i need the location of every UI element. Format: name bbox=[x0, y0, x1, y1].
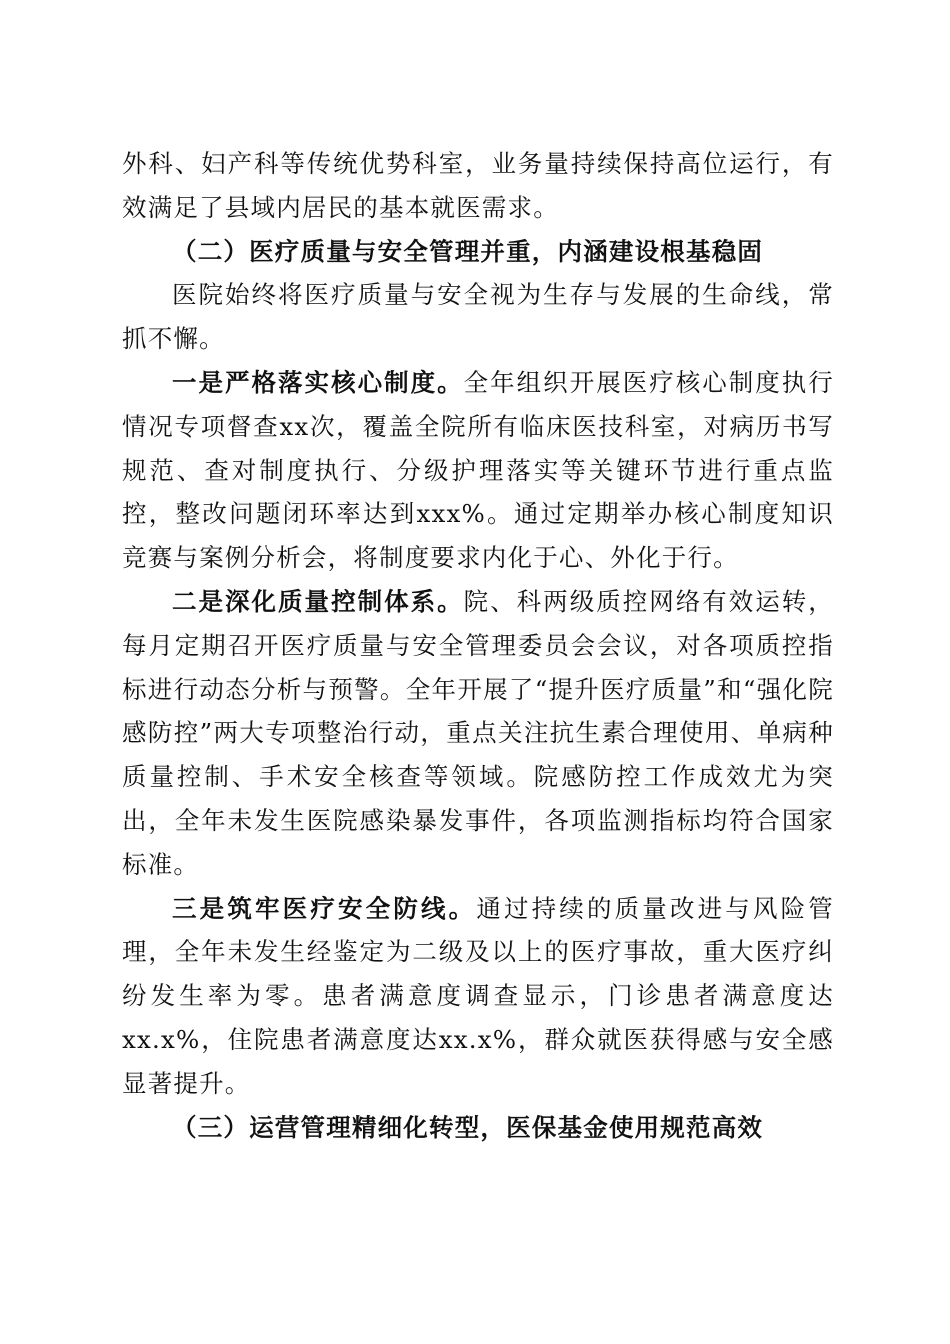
point-1-body: 全年组织开展医疗核心制度执行情况专项督查xx次，覆盖全院所有临床医技科室，对病历书写规范、查对制度执行、分级护理落实等关键环节进行重点监控，整改问题闭环率达到xxx%。通过定期举办核心制度知识竞赛与案例分析会，将制度要求内化于心、外化于行。 bbox=[122, 367, 834, 573]
point-1-lead: 一是严格落实核心制度。 bbox=[172, 367, 464, 397]
paragraph-point-2 bbox=[122, 580, 834, 887]
point-2-lead: 二是深化质量控制体系。 bbox=[172, 586, 464, 616]
section-heading-3 bbox=[122, 1106, 834, 1150]
paragraph-point-3 bbox=[122, 887, 834, 1106]
paragraph-continuation: 外科、妇产科等传统优势科室，业务量持续保持高位运行，有效满足了县域内居民的基本就医需求。 bbox=[122, 149, 834, 222]
paragraph-point-1 bbox=[122, 361, 834, 580]
document-body bbox=[122, 142, 834, 1149]
section-heading-2-text: （二）医疗质量与安全管理并重，内涵建设根基稳固 bbox=[172, 236, 764, 266]
point-3-body: 通过持续的质量改进与风险管理，全年未发生经鉴定为二级及以上的医疗事故，重大医疗纠纷发生率为零。患者满意度调查显示，门诊患者满意度达xx.x%，住院患者满意度达xx.x%，群众就医获得感与安全感显著提升。 bbox=[122, 893, 834, 1098]
section-heading-3-text: （三）运营管理精细化转型，医保基金使用规范高效 bbox=[172, 1112, 764, 1142]
point-2-body: 院、科两级质控网络有效运转，每月定期召开医疗质量与安全管理委员会会议，对各项质控指标进行动态分析与预警。全年开展了“提升医疗质量”和“强化院感防控”两大专项整治行动，重点关注抗生素合理使用、单病种质量控制、手术安全核查等领域。院感防控工作成效尤为突出，全年未发生医院感染暴发事件，各项监测指标均符合国家标准。 bbox=[122, 586, 834, 879]
section-heading-2 bbox=[122, 230, 834, 274]
paragraph-section-2-intro: 医院始终将医疗质量与安全视为生存与发展的生命线，常抓不懈。 bbox=[122, 280, 834, 354]
point-3-lead: 三是筑牢医疗安全防线。 bbox=[172, 893, 477, 923]
